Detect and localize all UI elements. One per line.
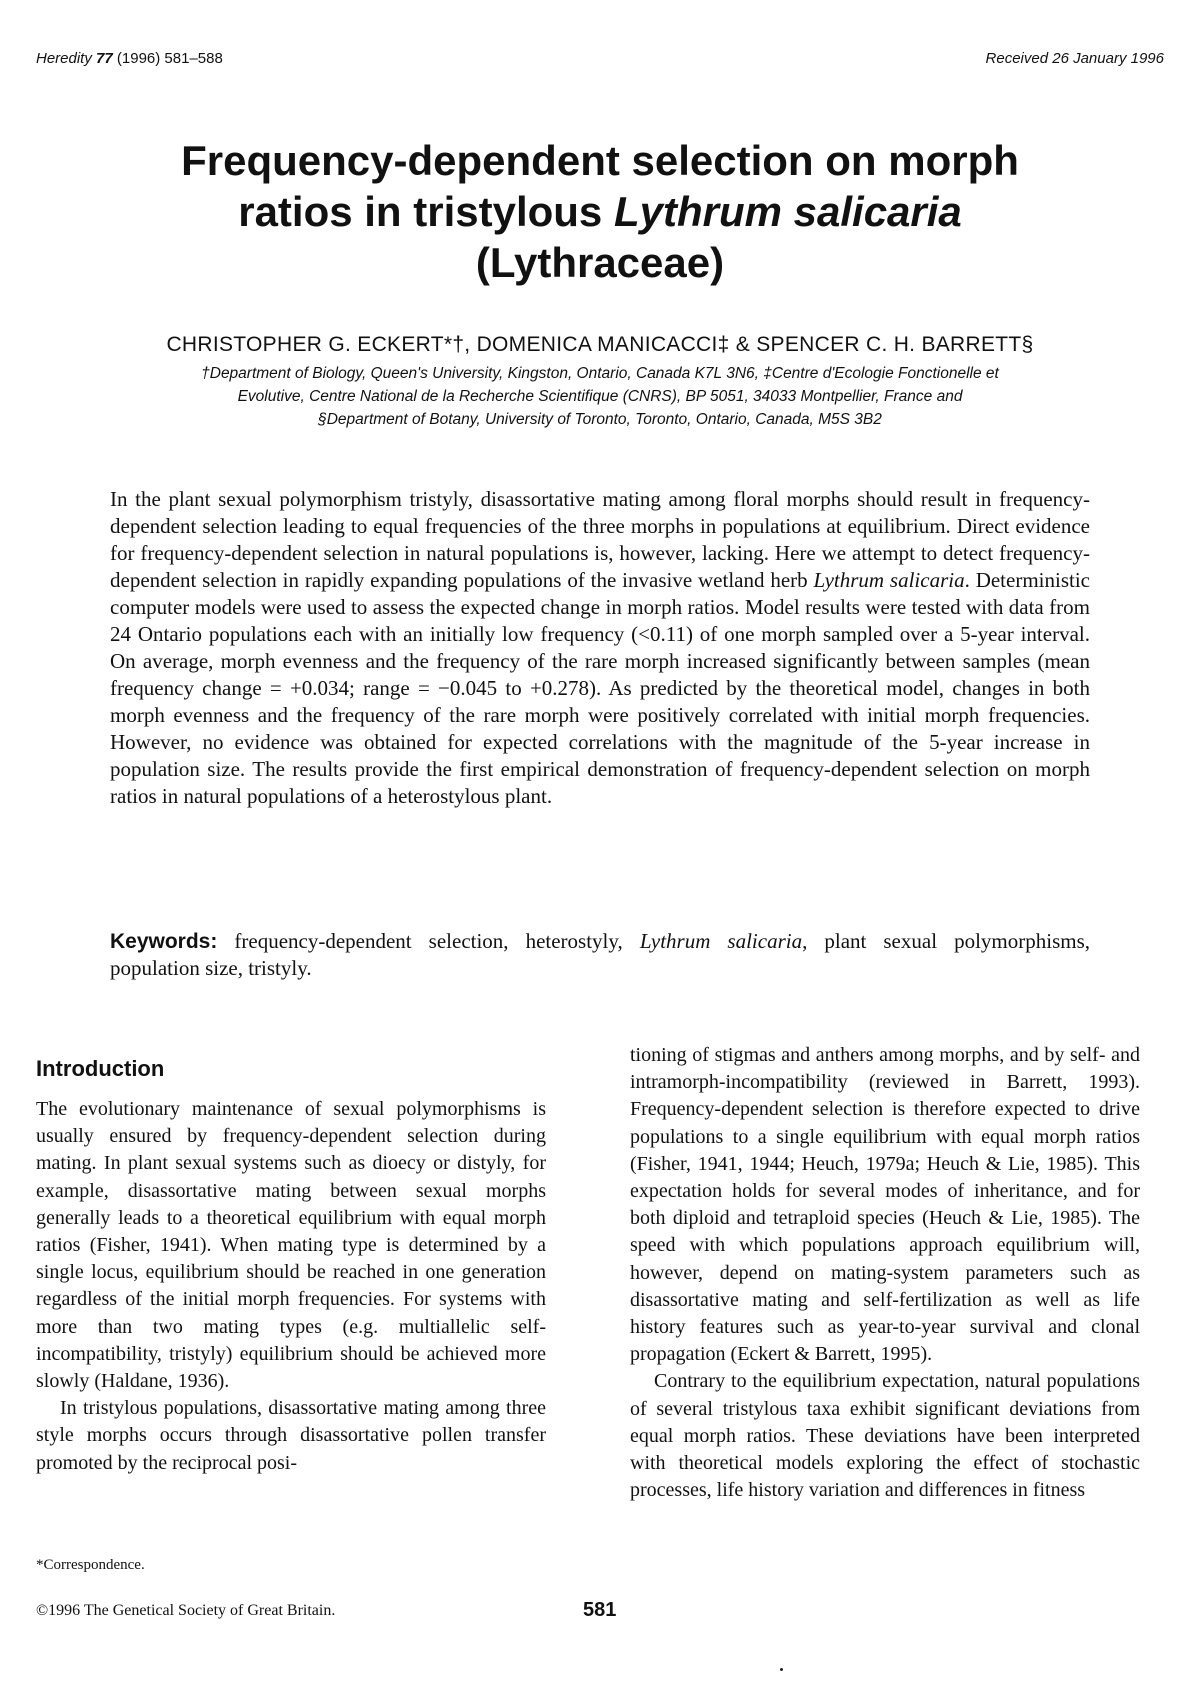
title-species: Lythrum salicaria — [613, 188, 962, 235]
article-title — [120, 135, 1080, 288]
journal-year-pages: (1996) 581–588 — [116, 50, 223, 67]
title-line-2 — [120, 186, 1080, 237]
left-column — [36, 1096, 546, 1477]
title-line-2-text: ratios in tristylous — [238, 188, 614, 235]
affiliation-line-2: Evolutive, Centre National de la Recherche Scientifique (CNRS), BP 5051, 34033 Montpellier, France and — [237, 388, 963, 405]
journal-volume: 77 — [96, 50, 113, 67]
affiliation-line-3: §Department of Botany, University of Toronto, Toronto, Ontario, Canada, M5S 3B2 — [318, 411, 882, 428]
scan-speck — [780, 1668, 783, 1671]
authors: CHRISTOPHER G. ECKERT*†, DOMENICA MANICACCI‡ & SPENCER C. H. BARRETT§ — [166, 333, 1034, 356]
intro-paragraph-1: The evolutionary maintenance of sexual polymorphisms is usually ensured by frequency-dependent selection during mating. In plant sexual systems such as dioecy or distyly, for example, disassortative mating between sexual morphs generally leads to a theoretical equilibrium with equal morph ratios (Fisher, 1941). When mating type is determined by a single locus, equilibrium should be reached in one generation regardless of the initial morph frequencies. For systems with more than two mating types (e.g. multiallelic self-incompatibility, tristyly) equilibrium should be achieved more slowly (Haldane, 1936). — [36, 1098, 546, 1393]
intro-paragraph-2-continued: tioning of stigmas and anthers among morphs, and by self- and intramorph-incompatibility (reviewed in Barrett, 1993). Frequency-dependent selection is therefore expected to drive populations to a single equilibrium with equal morph ratios (Fisher, 1941, 1944; Heuch, 1979a; Heuch & Lie, 1985). This expectation holds for several modes of inheritance, and for both diploid and tetraploid species (Heuch & Lie, 1985). The speed with which populations approach equilibrium will, however, depend on mating-system parameters such as disassortative mating and self-fertilization as well as life history features such as year-to-year survival and clonal propagation (Eckert & Barrett, 1995). — [630, 1044, 1140, 1366]
introduction-heading: Introduction — [36, 1056, 165, 1081]
intro-paragraph-3: Contrary to the equilibrium expectation, natural populations of several tristylous taxa exhibit significant deviations from equal morph ratios. These deviations have been interpreted with theoretical models exploring the effect of stochastic processes, life history variation and differences in fitness — [630, 1370, 1140, 1502]
received-date: Received 26 January 1996 — [985, 50, 1164, 67]
abstract — [110, 486, 1090, 810]
keywords-text-1: frequency-dependent selection, heterostyly, — [217, 929, 640, 953]
affiliation-line-1: †Department of Biology, Queen's University, Kingston, Ontario, Canada K7L 3N6, ‡Centre d'Ecologie Fonctionelle et — [201, 365, 999, 382]
right-column — [630, 1042, 1140, 1504]
abstract-text-2: . Deterministic computer models were used to assess the expected change in morph ratios. Model results were tested with data from 24 Ontario populations each with an initially low frequency (<0.11) of one morph sampled over a 5-year interval. On average, morph evenness and the frequency of the rare morph increased significantly between samples (mean frequency change = +0.034; range = −0.045 to +0.278). As predicted by the theoretical model, changes in both morph evenness and the frequency of the rare morph were positively correlated with initial morph frequencies. However, no evidence was obtained for expected correlations with the magnitude of the 5-year increase in population size. The results provide the first empirical demonstration of frequency-dependent selection on morph ratios in natural populations of a heterostylous plant. — [110, 568, 1090, 808]
keywords — [110, 928, 1090, 982]
keywords-text-2: , plant sexual polymorphisms, population size, tristyly. — [110, 929, 1090, 980]
abstract-species: Lythrum salicaria — [813, 568, 965, 592]
running-header-left — [36, 50, 223, 67]
intro-paragraph-2: In tristylous populations, disassortative mating among three style morphs occurs through disassortative pollen transfer promoted by the reciprocal posi- — [36, 1397, 546, 1474]
journal-name: Heredity — [36, 50, 92, 67]
title-line-3: (Lythraceae) — [475, 239, 725, 286]
affiliations — [120, 362, 1080, 431]
keywords-species: Lythrum salicaria — [639, 929, 803, 953]
copyright-notice: ©1996 The Genetical Society of Great Britain. — [36, 1602, 336, 1619]
correspondence-footnote: *Correspondence. — [36, 1557, 145, 1573]
abstract-text-1: In the plant sexual polymorphism tristyly, disassortative mating among floral morphs should result in frequency-dependent selection leading to equal frequencies of the three morphs in populations at equilibrium. Direct evidence for frequency-dependent selection in natural populations is, however, lacking. Here we attempt to detect frequency-dependent selection in rapidly expanding populations of the invasive wetland herb — [110, 487, 1090, 592]
page-number: 581 — [583, 1599, 617, 1621]
keywords-label: Keywords: — [110, 930, 218, 953]
title-line-1: Frequency-dependent selection on morph — [181, 137, 1019, 184]
